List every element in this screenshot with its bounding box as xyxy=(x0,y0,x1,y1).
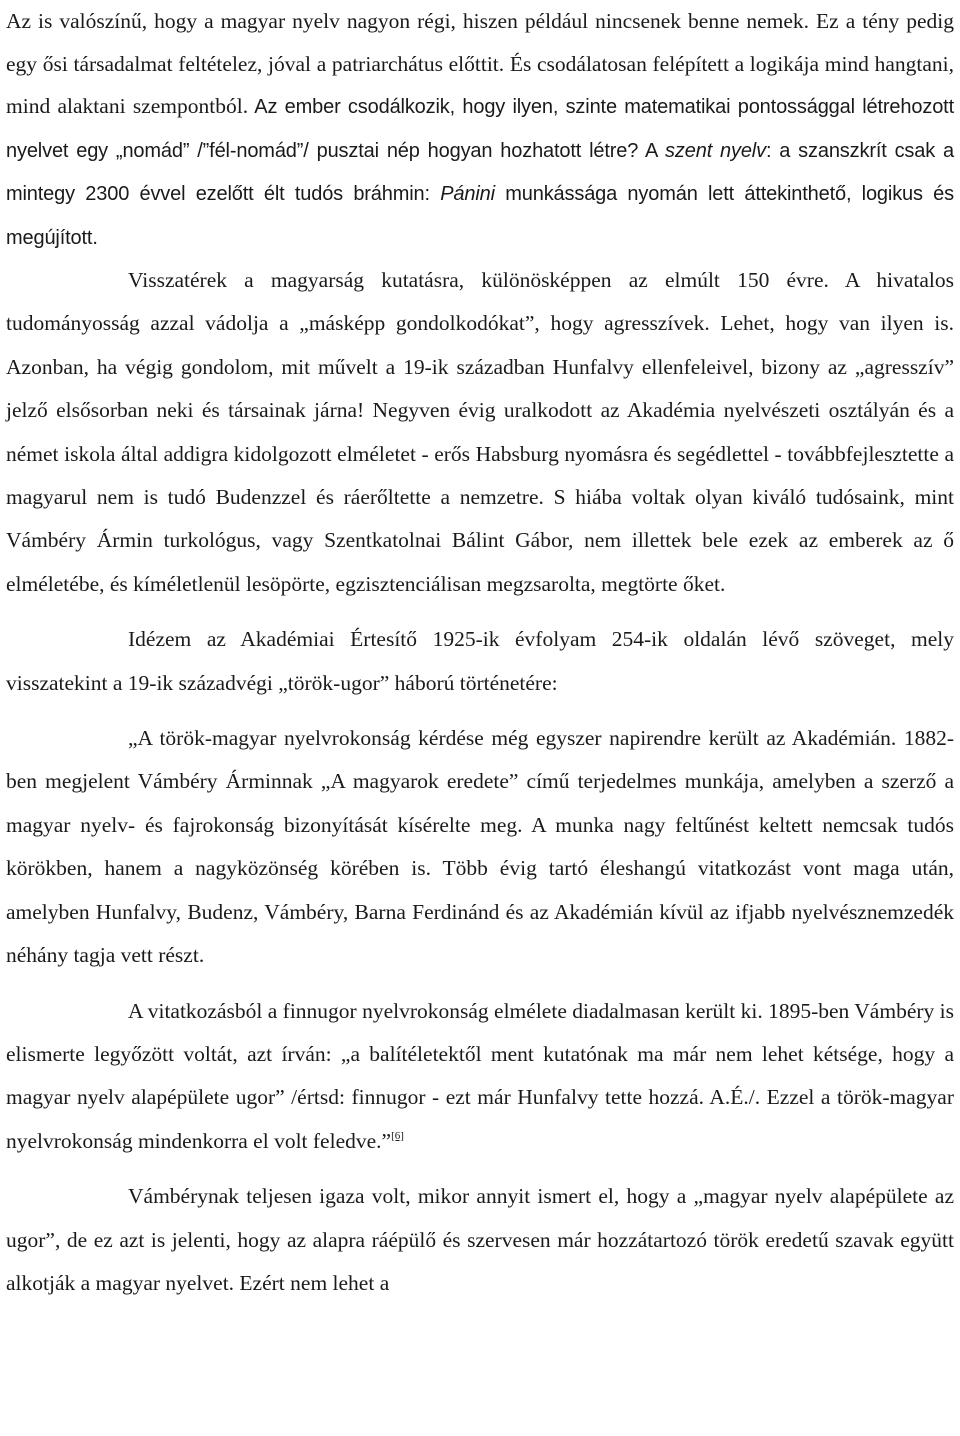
italic-term-sacred-language: szent nyelv xyxy=(665,139,766,162)
paragraph-5-text: A vitatkozásból a finnugor nyelvrokonság elmélete diadalmasan került ki. 1895-ben Vámbéry is elismerte legyőzött voltát, azt írván: „a balítéletektől ment kutatónak ma már nem lehet kétsége, hogy a magyar nyelv alapépülete ugor” /értsd: finnugor - ezt már Hunfalvy tette hozzá. A.É./. Ezzel a török-magyar nyelvrokonság mindenkorra el volt feledve.” xyxy=(6,998,954,1153)
document-page xyxy=(6,0,954,1305)
paragraph-1-serif: Az is valószínű, hogy a magyar nyelv nagyon régi, hiszen például nincsenek benne nemek. Ez a tény pedig egy ősi társadalmat feltételez, jóval a patriarchátus előttit. És csodálatosan felépített a logikája mind hangtani, mind alaktani szempontból. xyxy=(6,9,954,118)
paragraph-4-quote: „A török-magyar nyelvrokonság kérdése még egyszer napirendre került az Akadémián. 1882-ben megjelent Vámbéry Árminnak „A magyarok eredete” című terjedelmes munkája, amelyben a szerző a magyar nyelv- és fajrokonság bizonyítását kísérelte meg. A munka nagy feltűnést keltett nemcsak tudós körökben, hanem a nagyközönség körében is. Több évig tartó éleshangú vitatkozást vont maga után, amelyben Hunfalvy, Budenz, Vámbéry, Barna Ferdinánd és az Akadémián kívül az ifjabb nyelvésznemzedék néhány tagja vett részt. xyxy=(6,726,954,968)
italic-name-panini: Pánini xyxy=(440,183,495,205)
paragraph-1-sentence-end: munkássága nyomán lett áttekinthető, logikus és megújított. xyxy=(6,183,954,249)
paragraph-1-sans xyxy=(6,96,954,249)
paragraph-6: Vámbérynak teljesen igaza volt, mikor annyit ismert el, hogy a „magyar nyelv alapépülete az ugor”, de ez azt is jelenti, hogy az alapra ráépülő és szervesen már hozzátartozó török eredetű szavak együtt alkotják a magyar nyelvet. Ezért nem lehet a xyxy=(6,1184,954,1295)
paragraph-1-sentence-cont: : a szanszkrít csak a mintegy 2300 évvel ezelőtt élt tudós bráhmin: xyxy=(6,139,954,205)
paragraph-1 xyxy=(6,0,954,259)
paragraph-1-sentence: Az ember csodálkozik, hogy ilyen, szinte matematikai pontossággal létrehozott nyelvet egy „nomád” /”fél-nomád”/ pusztai nép hogyan hozhatott létre? A xyxy=(6,96,954,162)
paragraph-2: Visszatérek a magyarság kutatásra, különösképpen az elmúlt 150 évre. A hivatalos tudományosság azzal vádolja a „másképp gondolkodókat”, hogy agresszívek. Lehet, hogy van ilyen is. Azonban, ha végig gondolom, mit művelt a 19-ik században Hunfalvy ellenfeleivel, bizony az „agresszív” jelző elsősorban neki és társainak járna! Negyven évig uralkodott az Akadémia nyelvészeti osztályán és a német iskola által addigra kidolgozott elméletet - erős Habsburg nyomásra és segédlettel - továbbfejlesztette a magyarul nem is tudó Budenzzel és ráerőltette a nemzetre. S hiába voltak olyan kiváló tudósaink, mint Vámbéry Ármin turkológus, vagy Szentkatolnai Bálint Gábor, nem illettek bele ezek az emberek az ő elméletébe, és kíméletlenül lesöpörte, egzisztenciálisan megzsarolta, megtörte őket. xyxy=(6,268,954,596)
paragraph-5-quote xyxy=(6,990,954,1164)
paragraph-3: Idézem az Akadémiai Értesítő 1925-ik évfolyam 254-ik oldalán lévő szöveget, mely visszatekint a 19-ik századvégi „török-ugor” háború történetére: xyxy=(6,627,954,695)
footnote-reference-link[interactable]: [6] xyxy=(391,1129,404,1142)
